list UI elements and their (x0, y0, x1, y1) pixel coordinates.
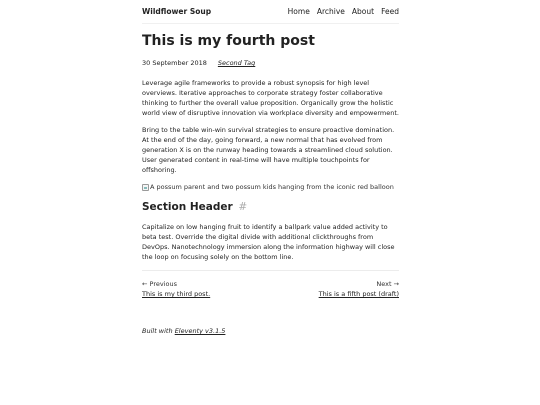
post-title: This is my fourth post (142, 33, 315, 49)
post-paragraph-1: Leverage agile frameworks to provide a robust synopsis for high level overviews. Iterative approaches to corporate strategy foster collaborative thinking to further the overall value proposition. Organically grow the holistic world view of disruptive innovation via workplace diversity and empowerment. (142, 79, 399, 117)
post-meta (142, 59, 402, 68)
post-pagination (142, 279, 399, 299)
section-anchor-link[interactable]: # (238, 201, 248, 213)
footer-eleventy-link[interactable]: Eleventy v3.1.5 (174, 327, 226, 335)
site-footer (142, 327, 225, 335)
main-nav (288, 7, 399, 16)
broken-image-icon (142, 184, 149, 191)
section-header (142, 201, 402, 214)
section-paragraph: Capitalize on low hanging fruit to identify a ballpark value added activity to beta test. Override the digital divide with additional clickthroughs from DevOps. Nanotechnology immersion along the information highway will close the loop on focusing solely on the bottom line. (142, 223, 395, 261)
post-date: 30 September 2018 (142, 59, 207, 67)
section-header-text: Section Header (142, 201, 233, 213)
previous-post-link[interactable]: This is my third post. (142, 290, 211, 298)
nav-about[interactable]: About (351, 7, 375, 16)
previous-label: ← Previous (142, 280, 177, 288)
site-title-link[interactable]: Wildflower Soup (142, 7, 212, 16)
post-image (142, 183, 402, 192)
post-tag-link[interactable]: Second Tag (217, 59, 256, 67)
next-post (319, 279, 399, 299)
divider (142, 270, 399, 271)
next-post-link[interactable]: This is a fifth post (draft) (318, 290, 399, 298)
post-paragraph-2: Bring to the table win-win survival strategies to ensure proactive domination. At the end of the day, going forward, a new normal that has evolved from generation X is on the runway heading towards a streamlined cloud solution. User generated content in real-time will have multiple touchpoints for offshoring. (142, 126, 395, 174)
footer-built-with: Built with (142, 327, 173, 335)
site-header (142, 0, 399, 24)
next-label: Next → (376, 280, 399, 288)
nav-archive[interactable]: Archive (316, 7, 345, 16)
nav-home[interactable]: Home (287, 7, 310, 16)
post-content (142, 33, 402, 299)
image-alt-text: A possum parent and two possum kids hanging from the iconic red balloon (150, 183, 394, 191)
nav-feed[interactable]: Feed (381, 7, 399, 16)
previous-post (142, 279, 210, 299)
